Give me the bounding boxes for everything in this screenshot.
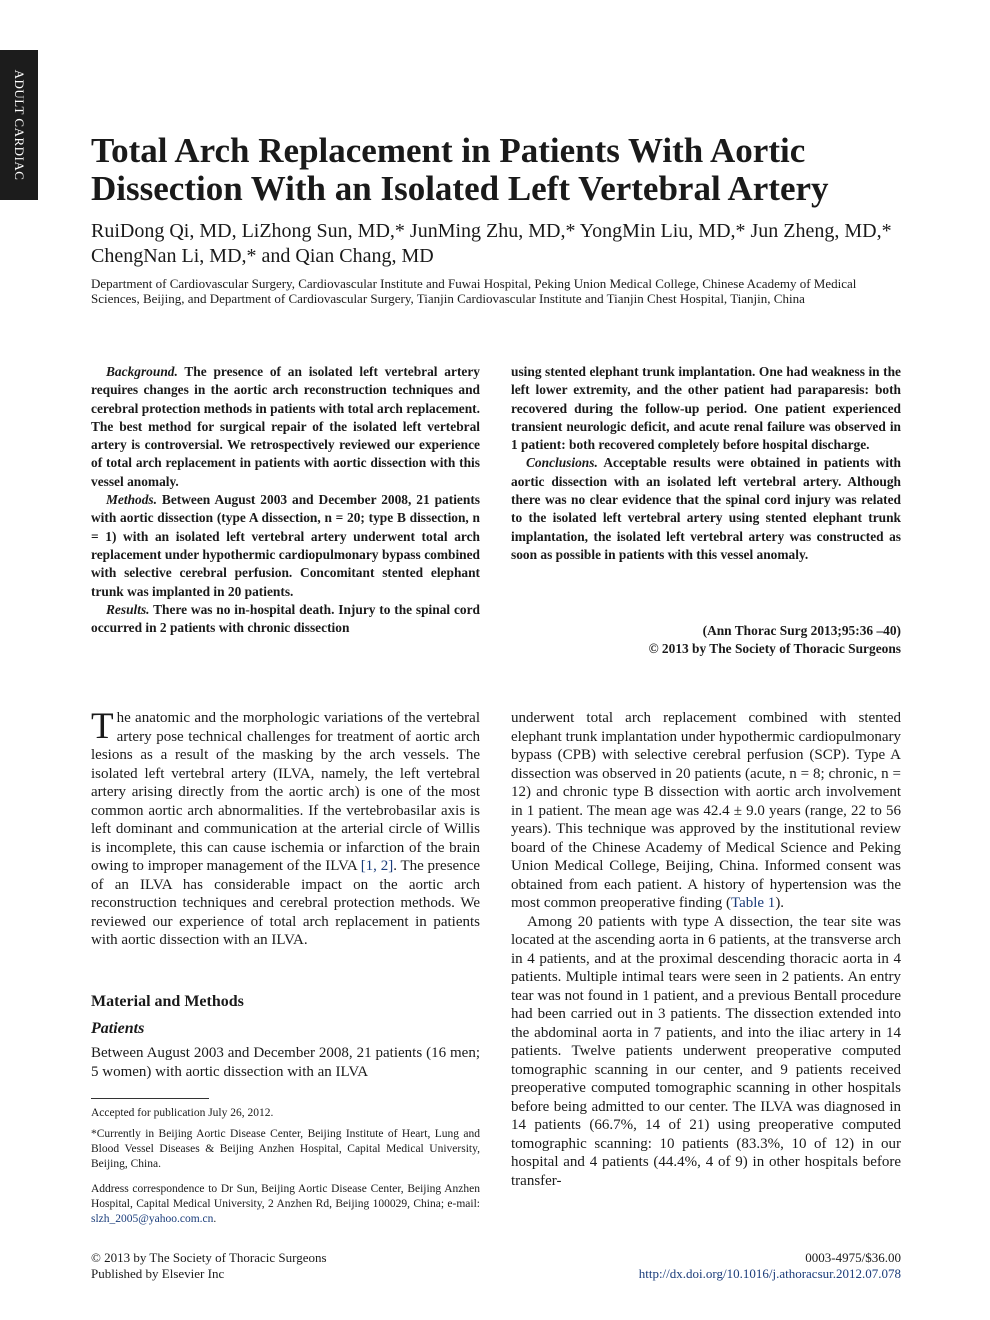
footer-left [91, 1250, 327, 1282]
right-paragraph-2: Among 20 patients with type A dissection, the tear site was located at the ascending aorta in 6 patients, at the transverse arch in 4 patients, and at the proximal descending thoracic aorta in 4 patients. Multiple intimal tears were seen in 2 patients. An entry tear was not found in 1 patient, and a previous Bentall procedure had been carried out in 3 patients. The dissection extended into the abdominal aorta in 7 patients, and into the iliac artery in 14 patients. Twelve patients underwent preoperative computed tomographic scanning in our center, and 9 patients received preoperative computed tomographic scanning in other hospitals before being admitted to our center. The ILVA was diagnosed in 14 patients (66.7%, 14 of 21) using preoperative computed tomographic scanning: 10 patients (83.3%, 10 of 12) in our hospital and 4 patients (44.4%, 4 of 9) in other hospitals before transfer- [511, 913, 901, 1189]
reference-link[interactable]: [1, 2] [360, 858, 394, 874]
citation-block [511, 622, 901, 659]
background-text: The presence of an isolated left vertebral artery requires changes in the aortic arch reconstruction techniques and cerebral protection methods in patients with total arch replacement. The best method for surgical repair of the isolated left vertebral artery is controversial. We retrospectively reviewed our experience of total arch replacement in patients with aortic dissection with this vessel anomaly. [91, 364, 480, 489]
footnote-accepted: Accepted for publication July 26, 2012. [91, 1107, 274, 1119]
abstract-results [91, 601, 480, 638]
abstract-conclusions [511, 454, 901, 564]
results-heading: Results. [106, 601, 150, 617]
footer-issn: 0003-4975/$36.00 [805, 1250, 901, 1265]
footnote-divider [91, 1098, 209, 1099]
journal-citation: (Ann Thorac Surg 2013;95:36 –40) [702, 623, 901, 638]
patients-text: Between August 2003 and December 2008, 21 patients (16 men; 5 women) with aortic dissection with an ILVA [91, 1045, 480, 1080]
right-paragraph-1 [511, 709, 901, 913]
footer-right [639, 1250, 901, 1282]
abstract-copyright: © 2013 by The Society of Thoracic Surgeons [648, 641, 901, 657]
correspondence-text: Address correspondence to Dr Sun, Beijing Aortic Disease Center, Beijing Anzhen Hospital, Capital Medical University, 2 Anzhen Rd, Beijing 100029, China; e-mail: [91, 1183, 480, 1210]
intro-text-1: he anatomic and the morphologic variations of the vertebral artery pose technical challenges for treatment of aortic arch lesions as a result of the masking by the arch vessels. The isolated left vertebral artery (ILVA, namely, the left vertebral artery arising directly from the aortic arch) is one of the most common aortic arch abnormalities. If the vertebrobasilar axis is left dominant and communication at the arterial circle of Willis is incomplete, this can cause ischemia or infarction of the brain owing to improper management of the ILVA [91, 710, 480, 874]
conclusions-text: Acceptable results were obtained in patients with aortic dissection with an isolated left vertebral artery. Although there was no clear evidence that the spinal cord injury was related to the isolated left vertebral artery using stented elephant trunk implantation, the isolated left vertebral artery was constructed as soon as possible in patients with this vessel anomaly. [511, 455, 901, 562]
methods-heading: Methods. [106, 492, 157, 508]
footer-copyright: © 2013 by The Society of Thoracic Surgeons [91, 1250, 327, 1265]
drop-cap: T [91, 706, 114, 747]
intro-paragraph [91, 706, 481, 950]
abstract-right [511, 363, 901, 564]
abstract-background [91, 363, 480, 491]
results-continued: using stented elephant trunk implantation. One had weakness in the left lower extremity, and the other patient had paraparesis: both recovered during the follow-up period. One patient experienced transient neurologic deficit, and acute renal failure was observed in 1 patient: both recovered completely before hospital discharge. [511, 364, 901, 453]
footnote-current-affiliation: *Currently in Beijing Aortic Disease Center, Beijing Institute of Heart, Lung and Blood Vessel Diseases & Beijing Anzhen Hospital, Capital Medical University, Beijing, China. [91, 1128, 480, 1170]
footnote-correspondence [91, 1182, 480, 1227]
methods-text: Between August 2003 and December 2008, 21 patients with aortic dissection (type A dissection, n = 20; type B dissection, n = 1) with an isolated left vertebral artery underwent total arch replacement under hypothermic cardiopulmonary bypass combined with selective cerebral perfusion. Concomitant stented elephant trunk was implanted in 20 patients. [91, 492, 480, 599]
article-title: Total Arch Replacement in Patients With Aortic Dissection With an Isolated Left Vertebral Artery [91, 131, 829, 208]
background-heading: Background. [106, 364, 178, 379]
doi-link[interactable]: http://dx.doi.org/10.1016/j.athoracsur.2012.07.078 [638, 1266, 901, 1281]
patients-paragraph [91, 1044, 480, 1081]
abstract-methods [91, 491, 480, 601]
results-text: There was no in-hospital death. Injury to the spinal cord occurred in 2 patients with chronic dissection [91, 601, 480, 636]
side-tab-label: ADULT CARDIAC [12, 69, 27, 181]
subsection-heading: Patients [91, 1020, 145, 1037]
email-link[interactable]: slzh_2005@yahoo.com.cn [91, 1213, 214, 1225]
footer-publisher: Published by Elsevier Inc [91, 1266, 225, 1281]
author-list: RuiDong Qi, MD, LiZhong Sun, MD,* JunMing Zhu, MD,* YongMin Liu, MD,* Jun Zheng, MD,* ChengNan Li, MD,* and Qian Chang, MD [91, 220, 892, 267]
section-side-tab [0, 50, 38, 200]
section-heading: Material and Methods [91, 993, 244, 1010]
correspondence-period: . [213, 1213, 217, 1225]
intro-text-2: . The presence of an ILVA has considerable impact on the aortic arch reconstruction techniques and cerebral protection methods. We reviewed our experience of total arch replacement in patients with aortic dissection with an ILVA. [91, 858, 481, 948]
conclusions-heading: Conclusions. [526, 455, 598, 471]
right-p1-text: underwent total arch replacement combined with stented elephant trunk implantation under hypothermic cardiopulmonary bypass (CPB) with selective cerebral perfusion (SCP). Type A dissection was observed in 20 patients (acute, n = 8; chronic, n = 12) and chronic type B dissection with aortic arch involvement in 1 patient. The mean age was 42.4 ± 9.0 years (range, 22 to 56 years). This technique was approved by the institutional review board of the Chinese Academy of Medical Science and Peking Union Medical College, Beijing, China. Informed consent was obtained from each patient. A history of hypertension was the most common preoperative finding ( [511, 710, 901, 911]
table-1-link[interactable]: Table 1 [730, 895, 776, 911]
body-right-column [511, 709, 901, 1190]
right-p1-end: ). [775, 895, 785, 911]
affiliation: Department of Cardiovascular Surgery, Cardiovascular Institute and Fuwai Hospital, Peking Union Medical College, Chinese Academy of Medical Sciences, Beijing, and Department of Cardiovascular Surgery, Tianjin Cardiovascular Institute and Tianjin Chest Hospital, Tianjin, China [91, 276, 857, 306]
abstract-left [91, 363, 480, 637]
